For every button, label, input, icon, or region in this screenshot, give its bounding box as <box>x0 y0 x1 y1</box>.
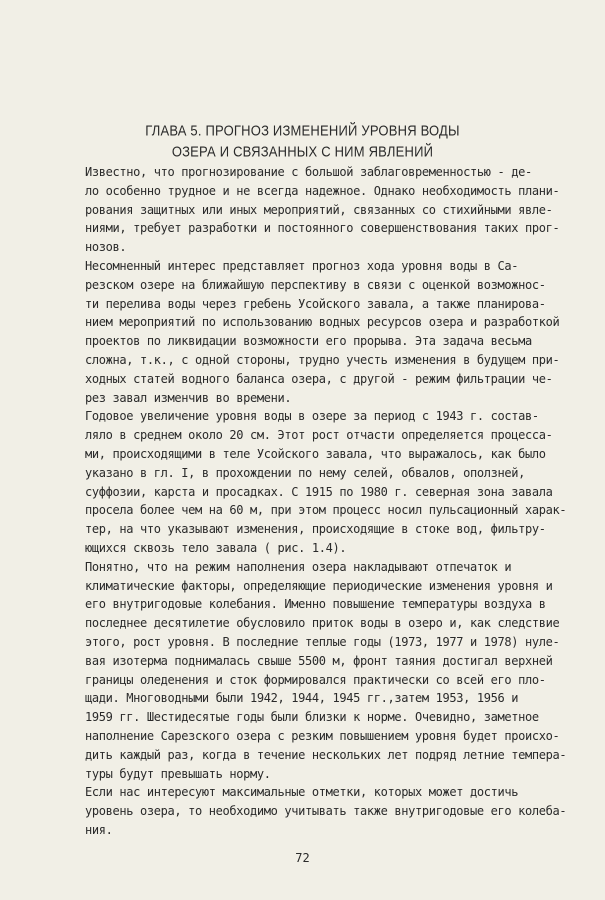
text-line: просела более чем на 60 м, при этом процесс носил пульсационный харак- <box>85 503 567 518</box>
chapter-title-line-1: ГЛАВА 5. ПРОГНОЗ ИЗМЕНЕНИЙ УРОВНЯ ВОДЫ <box>145 122 460 139</box>
text-line: дить каждый раз, когда в течение нескольких лет подряд летние темпера- <box>85 747 567 762</box>
text-line: указано в гл. I, в прохождении по нему селей, обвалов, оползней, <box>85 465 525 480</box>
text-line: ти перелива воды через гребень Усойского завала, а также планирова- <box>85 296 546 311</box>
text-line: этого, рост уровня. В последние теплые годы (1973, 1977 и 1978) нуле- <box>85 634 560 649</box>
text-line: последнее десятилетие обусловило приток воды в озеро и, как следствие <box>85 616 560 631</box>
text-line: Если нас интересуют максимальные отметки, которых может достичь <box>85 785 519 800</box>
text-line: Несомненный интерес представляет прогноз хода уровня воды в Са- <box>85 258 519 273</box>
text-line: климатические факторы, определяющие периодические изменения уровня и <box>85 578 553 593</box>
text-line: 1959 гг. Шестидесятые годы были близки к норме. Очевидно, заметное <box>85 710 539 725</box>
text-line: суффозии, карста и просадках. С 1915 по 1980 г. северная зона завала <box>85 484 553 499</box>
text-line: туры будут превышать норму. <box>85 766 271 781</box>
text-line: рования защитных или иных мероприятий, связанных со стихийными явле- <box>85 202 553 217</box>
text-line: нозов. <box>85 240 127 255</box>
text-line: ходных статей водного баланса озера, с другой - режим фильтрации че- <box>85 371 553 386</box>
body-text <box>85 163 567 840</box>
text-line: вая изотерма поднималась свыше 5500 м, фронт таяния достигал верхней <box>85 653 553 668</box>
text-line: ло особенно трудное и не всегда надежное. Однако необходимость плани- <box>85 183 560 198</box>
text-line: наполнение Сарезского озера с резким повышением уровня будет происхо- <box>85 728 560 743</box>
text-line: его внутригодовые колебания. Именно повышение температуры воздуха в <box>85 597 546 612</box>
text-line: ния. <box>85 822 113 837</box>
text-line: резском озере на ближайшую перспективу в связи с оценкой возможнос- <box>85 277 546 292</box>
text-line: ляло в среднем около 20 см. Этот рост отчасти определяется процесса- <box>85 428 553 443</box>
text-line: Годовое увеличение уровня воды в озере за период с 1943 г. состав- <box>85 409 539 424</box>
text-line: ющихся сквозь тело завала ( рис. 1.4). <box>85 540 347 555</box>
text-line: щади. Многоводными были 1942, 1944, 1945 гг.,затем 1953, 1956 и <box>85 691 519 706</box>
text-line: ми, происходящими в теле Усойского завала, что выражалось, как было <box>85 446 546 461</box>
text-line: ниями, требует разработки и постоянного совершенствования таких прог- <box>85 221 560 236</box>
text-line: сложна, т.к., с одной стороны, трудно учесть изменения в будущем при- <box>85 352 560 367</box>
text-line: Понятно, что на режим наполнения озера накладывают отпечаток и <box>85 559 512 574</box>
text-line: проектов по ликвидации возможности его прорыва. Эта задача весьма <box>85 334 532 349</box>
text-line: тер, на что указывают изменения, происходящие в стоке вод, фильтру- <box>85 522 546 537</box>
text-line: Известно, что прогнозирование с большой заблаговременностью - де- <box>85 165 532 179</box>
text-line: границы оледенения и сток формировался практически со всей его пло- <box>85 672 546 687</box>
page-number: 72 <box>295 851 310 865</box>
chapter-title-line-2: ОЗЕРА И СВЯЗАННЫХ С НИМ ЯВЛЕНИЙ <box>171 143 434 160</box>
text-line: рез завал изменчив во времени. <box>85 390 292 405</box>
chapter-title <box>0 120 605 162</box>
text-line: уровень озера, то необходимо учитывать также внутригодовые его колеба- <box>85 804 567 819</box>
text-line: нием мероприятий по использованию водных ресурсов озера и разработкой <box>85 315 560 330</box>
